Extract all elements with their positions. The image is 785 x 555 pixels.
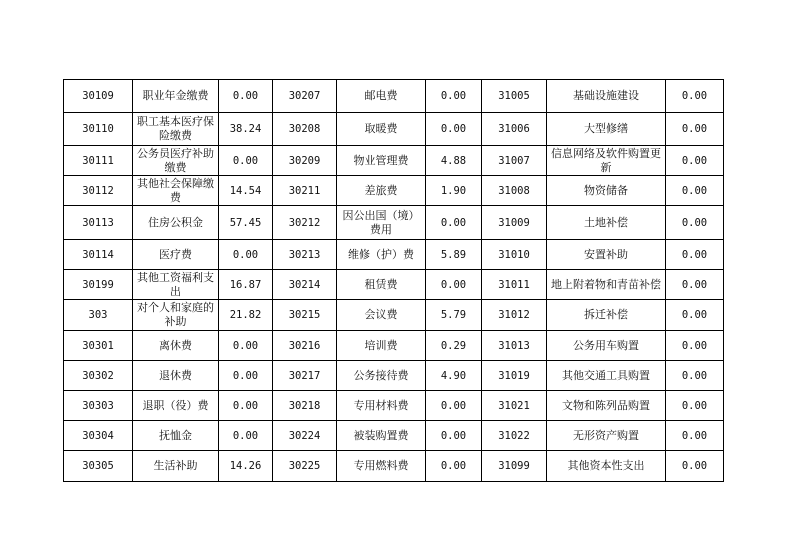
account-code-cell: 31009 xyxy=(482,206,547,240)
amount-cell: 0.00 xyxy=(426,270,482,300)
item-name-cell: 培训费 xyxy=(337,331,426,361)
item-name-cell: 离休费 xyxy=(133,331,219,361)
amount-cell: 0.00 xyxy=(666,361,724,391)
item-name-cell: 生活补助 xyxy=(133,451,219,482)
item-name-cell: 信息网络及软件购置更新 xyxy=(547,146,666,176)
amount-cell: 0.00 xyxy=(219,421,273,451)
table-body xyxy=(64,80,724,482)
item-name-cell: 专用材料费 xyxy=(337,391,426,421)
account-code-cell: 303 xyxy=(64,300,133,331)
item-name-cell: 维修（护）费 xyxy=(337,240,426,270)
item-name-cell: 安置补助 xyxy=(547,240,666,270)
amount-cell: 5.89 xyxy=(426,240,482,270)
amount-cell: 0.00 xyxy=(666,146,724,176)
item-name-cell: 退职（役）费 xyxy=(133,391,219,421)
item-name-cell: 租赁费 xyxy=(337,270,426,300)
amount-cell: 0.00 xyxy=(426,391,482,421)
table-row xyxy=(64,361,724,391)
account-code-cell: 31019 xyxy=(482,361,547,391)
account-code-cell: 30224 xyxy=(273,421,337,451)
amount-cell: 0.00 xyxy=(666,176,724,206)
table-row xyxy=(64,331,724,361)
amount-cell: 14.26 xyxy=(219,451,273,482)
item-name-cell: 退休费 xyxy=(133,361,219,391)
account-code-cell: 30211 xyxy=(273,176,337,206)
account-code-cell: 30303 xyxy=(64,391,133,421)
item-name-cell: 物资储备 xyxy=(547,176,666,206)
item-name-cell: 其他工资福利支出 xyxy=(133,270,219,300)
amount-cell: 0.00 xyxy=(426,113,482,146)
expense-table xyxy=(63,79,724,482)
item-name-cell: 基础设施建设 xyxy=(547,80,666,113)
account-code-cell: 30212 xyxy=(273,206,337,240)
account-code-cell: 31099 xyxy=(482,451,547,482)
table-row xyxy=(64,240,724,270)
account-code-cell: 31011 xyxy=(482,270,547,300)
account-code-cell: 30113 xyxy=(64,206,133,240)
table-row xyxy=(64,206,724,240)
item-name-cell: 对个人和家庭的补助 xyxy=(133,300,219,331)
amount-cell: 0.00 xyxy=(666,270,724,300)
item-name-cell: 差旅费 xyxy=(337,176,426,206)
account-code-cell: 31013 xyxy=(482,331,547,361)
account-code-cell: 30214 xyxy=(273,270,337,300)
amount-cell: 5.79 xyxy=(426,300,482,331)
table-row xyxy=(64,391,724,421)
account-code-cell: 31021 xyxy=(482,391,547,421)
account-code-cell: 30109 xyxy=(64,80,133,113)
account-code-cell: 31008 xyxy=(482,176,547,206)
table-row xyxy=(64,80,724,113)
account-code-cell: 30225 xyxy=(273,451,337,482)
account-code-cell: 30305 xyxy=(64,451,133,482)
account-code-cell: 30215 xyxy=(273,300,337,331)
amount-cell: 0.00 xyxy=(666,113,724,146)
item-name-cell: 住房公积金 xyxy=(133,206,219,240)
account-code-cell: 30110 xyxy=(64,113,133,146)
account-code-cell: 30114 xyxy=(64,240,133,270)
account-code-cell: 30199 xyxy=(64,270,133,300)
item-name-cell: 公务接待费 xyxy=(337,361,426,391)
item-name-cell: 医疗费 xyxy=(133,240,219,270)
account-code-cell: 31006 xyxy=(482,113,547,146)
item-name-cell: 职工基本医疗保险缴费 xyxy=(133,113,219,146)
item-name-cell: 其他社会保障缴费 xyxy=(133,176,219,206)
item-name-cell: 取暖费 xyxy=(337,113,426,146)
amount-cell: 0.00 xyxy=(426,451,482,482)
amount-cell: 0.00 xyxy=(219,361,273,391)
account-code-cell: 31010 xyxy=(482,240,547,270)
account-code-cell: 30207 xyxy=(273,80,337,113)
amount-cell: 0.00 xyxy=(219,146,273,176)
account-code-cell: 31022 xyxy=(482,421,547,451)
item-name-cell: 抚恤金 xyxy=(133,421,219,451)
amount-cell: 1.90 xyxy=(426,176,482,206)
amount-cell: 0.00 xyxy=(666,80,724,113)
amount-cell: 21.82 xyxy=(219,300,273,331)
item-name-cell: 地上附着物和青苗补偿 xyxy=(547,270,666,300)
item-name-cell: 土地补偿 xyxy=(547,206,666,240)
amount-cell: 0.29 xyxy=(426,331,482,361)
amount-cell: 0.00 xyxy=(666,206,724,240)
amount-cell: 0.00 xyxy=(666,421,724,451)
table-row xyxy=(64,421,724,451)
account-code-cell: 30301 xyxy=(64,331,133,361)
amount-cell: 0.00 xyxy=(666,391,724,421)
amount-cell: 0.00 xyxy=(219,331,273,361)
account-code-cell: 30217 xyxy=(273,361,337,391)
table-row xyxy=(64,113,724,146)
item-name-cell: 物业管理费 xyxy=(337,146,426,176)
item-name-cell: 无形资产购置 xyxy=(547,421,666,451)
amount-cell: 16.87 xyxy=(219,270,273,300)
amount-cell: 0.00 xyxy=(666,451,724,482)
item-name-cell: 公务员医疗补助缴费 xyxy=(133,146,219,176)
account-code-cell: 30208 xyxy=(273,113,337,146)
item-name-cell: 会议费 xyxy=(337,300,426,331)
amount-cell: 0.00 xyxy=(666,240,724,270)
table-row xyxy=(64,300,724,331)
account-code-cell: 30209 xyxy=(273,146,337,176)
account-code-cell: 31005 xyxy=(482,80,547,113)
item-name-cell: 拆迁补偿 xyxy=(547,300,666,331)
item-name-cell: 公务用车购置 xyxy=(547,331,666,361)
amount-cell: 0.00 xyxy=(426,80,482,113)
amount-cell: 0.00 xyxy=(426,206,482,240)
amount-cell: 4.88 xyxy=(426,146,482,176)
amount-cell: 0.00 xyxy=(666,300,724,331)
amount-cell: 0.00 xyxy=(426,421,482,451)
item-name-cell: 大型修缮 xyxy=(547,113,666,146)
account-code-cell: 31007 xyxy=(482,146,547,176)
item-name-cell: 专用燃料费 xyxy=(337,451,426,482)
account-code-cell: 30304 xyxy=(64,421,133,451)
table-row xyxy=(64,176,724,206)
account-code-cell: 30112 xyxy=(64,176,133,206)
account-code-cell: 30213 xyxy=(273,240,337,270)
amount-cell: 38.24 xyxy=(219,113,273,146)
item-name-cell: 被装购置费 xyxy=(337,421,426,451)
account-code-cell: 30216 xyxy=(273,331,337,361)
amount-cell: 0.00 xyxy=(666,331,724,361)
amount-cell: 0.00 xyxy=(219,80,273,113)
account-code-cell: 30302 xyxy=(64,361,133,391)
item-name-cell: 其他资本性支出 xyxy=(547,451,666,482)
item-name-cell: 文物和陈列品购置 xyxy=(547,391,666,421)
item-name-cell: 其他交通工具购置 xyxy=(547,361,666,391)
account-code-cell: 30218 xyxy=(273,391,337,421)
item-name-cell: 因公出国（境）费用 xyxy=(337,206,426,240)
item-name-cell: 邮电费 xyxy=(337,80,426,113)
table-row xyxy=(64,270,724,300)
amount-cell: 0.00 xyxy=(219,240,273,270)
account-code-cell: 30111 xyxy=(64,146,133,176)
item-name-cell: 职业年金缴费 xyxy=(133,80,219,113)
amount-cell: 57.45 xyxy=(219,206,273,240)
table-row xyxy=(64,146,724,176)
table-row xyxy=(64,451,724,482)
account-code-cell: 31012 xyxy=(482,300,547,331)
amount-cell: 14.54 xyxy=(219,176,273,206)
amount-cell: 4.90 xyxy=(426,361,482,391)
expense-table-container xyxy=(63,79,724,482)
amount-cell: 0.00 xyxy=(219,391,273,421)
